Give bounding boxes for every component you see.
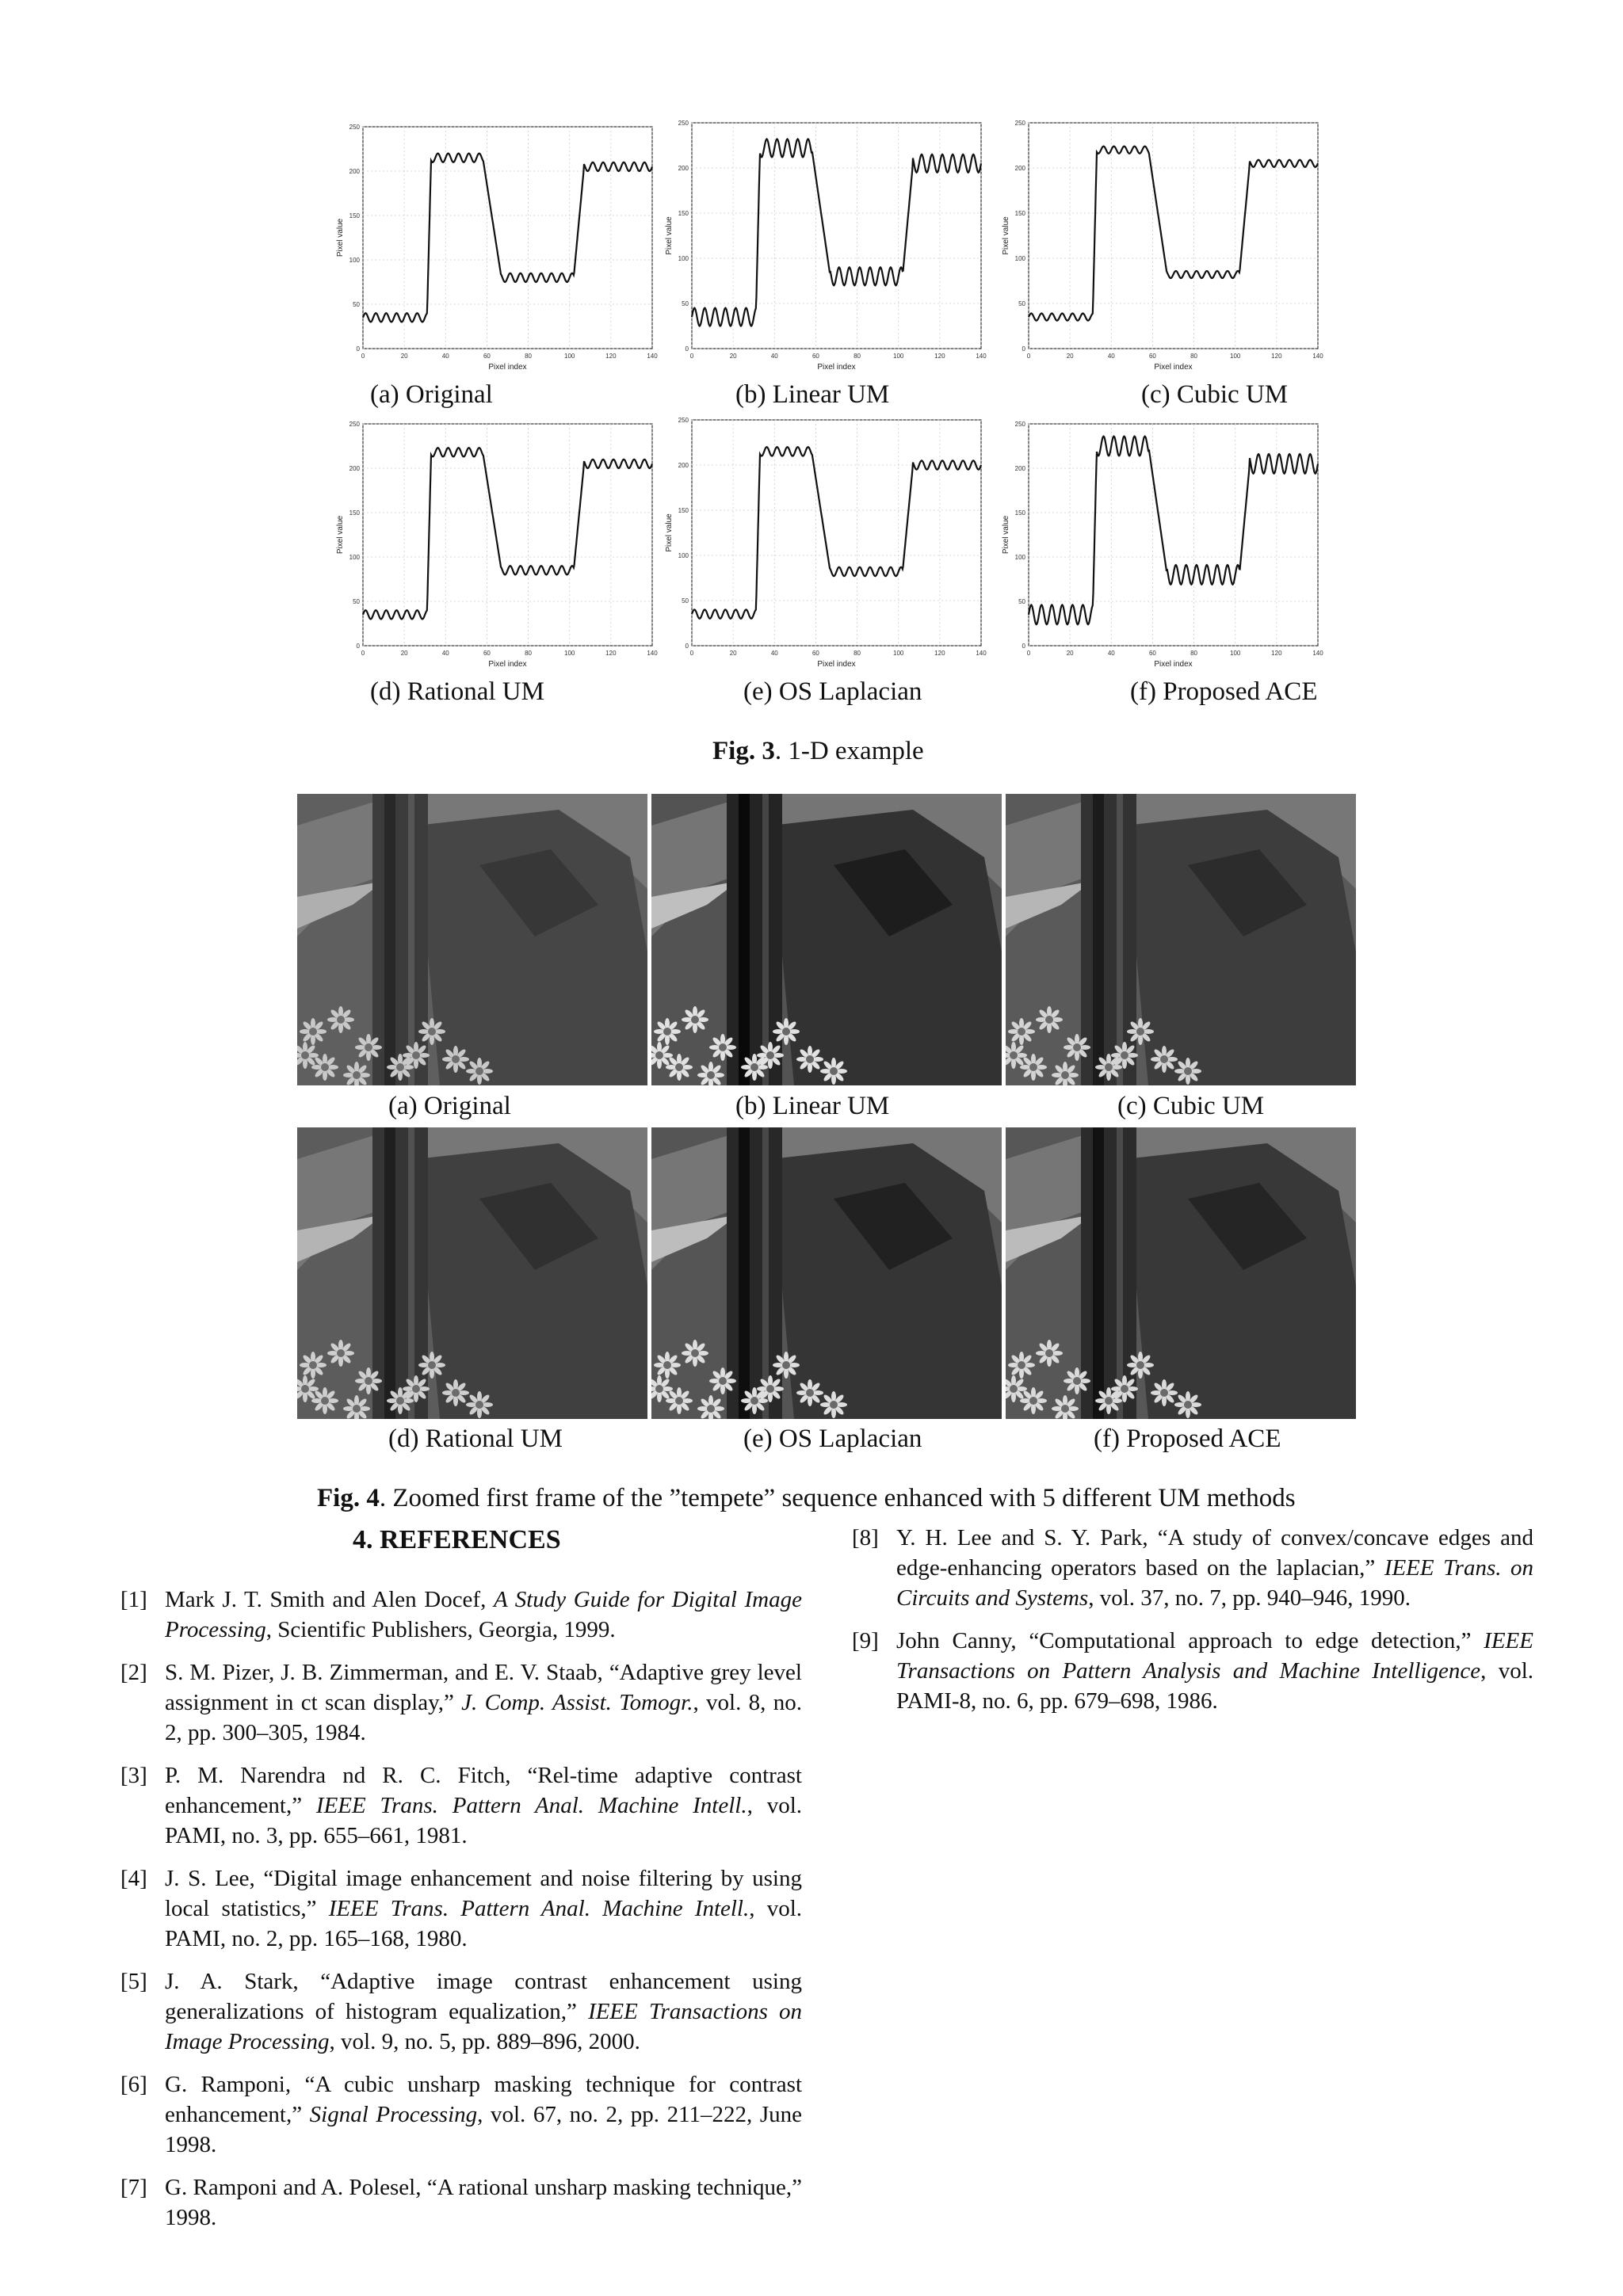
y-tick-label: 250 — [1014, 120, 1025, 127]
flower-center — [396, 1397, 404, 1405]
reference-venue: J. Comp. Assist. Tomogr. — [461, 1690, 693, 1715]
x-tick-label: 60 — [812, 353, 819, 360]
x-tick-label: 80 — [525, 353, 533, 360]
flower-center — [321, 1063, 329, 1071]
x-tick-label: 100 — [893, 650, 904, 657]
flower-center — [353, 1405, 361, 1413]
flower-center — [1160, 1055, 1168, 1063]
x-tick-label: 20 — [400, 650, 408, 657]
flower-center — [1073, 1377, 1081, 1385]
rock — [770, 810, 1002, 1085]
rock — [1125, 810, 1356, 1085]
line-chart — [995, 416, 1327, 677]
flower-center — [1045, 1016, 1053, 1024]
fig3-caption — [712, 737, 924, 766]
x-tick-label: 60 — [1148, 650, 1156, 657]
x-tick-label: 80 — [854, 650, 861, 657]
y-tick-label: 200 — [349, 465, 360, 472]
x-tick-label: 140 — [1312, 650, 1323, 657]
flower-center — [782, 1361, 790, 1369]
plot-area — [692, 420, 981, 646]
tree-trunk — [1081, 794, 1136, 1085]
fig4-label-f: (f) Proposed ACE — [1094, 1425, 1281, 1453]
reference-number: [2] — [120, 1660, 147, 1685]
x-tick-label: 20 — [1066, 650, 1074, 657]
flower-center — [309, 1361, 317, 1369]
reference-venue: IEEE Trans. Pattern Anal. Machine Intell. — [315, 1793, 747, 1818]
y-tick-label: 100 — [678, 255, 689, 262]
reference-number: [1] — [120, 1587, 147, 1612]
reference-details: , vol. PAMI, no. 3, pp. 655–661, 1981. — [165, 1793, 802, 1848]
flower-center — [1136, 1028, 1144, 1035]
flower-center — [1121, 1051, 1128, 1059]
x-tick-label: 20 — [1066, 353, 1074, 360]
fig4-label-d: (d) Rational UM — [388, 1425, 563, 1453]
flower-center — [1184, 1401, 1192, 1409]
x-tick-label: 140 — [976, 353, 987, 360]
references-heading: 4. REFERENCES — [353, 1525, 561, 1554]
tempete-frame-picture — [297, 794, 647, 1085]
reference-number: [6] — [120, 2072, 147, 2097]
flower-center — [337, 1016, 345, 1024]
trunk-highlight — [1117, 1127, 1123, 1419]
flower-center — [1105, 1063, 1113, 1071]
y-tick-label: 0 — [685, 345, 689, 353]
reference-number: [3] — [120, 1763, 147, 1788]
y-tick-label: 150 — [349, 212, 360, 219]
x-tick-label: 120 — [605, 650, 617, 657]
fig4-caption-text: . Zoomed first frame of the ”tempete” sequence enhanced with 5 different UM methods — [379, 1484, 1296, 1512]
trunk-groove — [1093, 794, 1104, 1085]
x-tick-label: 20 — [729, 650, 737, 657]
reference-text: S. M. Pizer, J. B. Zimmerman, and E. V. Staab, “Adaptive grey level assignment in ct scan display,” — [165, 1660, 802, 1715]
rock — [416, 1143, 647, 1419]
fig3-label-d: (d) Rational UM — [370, 677, 544, 706]
trunk-highlight — [408, 794, 414, 1085]
y-axis-label: Pixel value — [665, 216, 674, 255]
reference-details: , vol. 9, no. 5, pp. 889–896, 2000. — [329, 2029, 640, 2054]
y-axis-label: Pixel value — [1002, 216, 1010, 255]
x-tick-label: 40 — [770, 650, 778, 657]
fig3-plot-e — [658, 412, 991, 677]
flower-center — [707, 1071, 715, 1079]
trunk-highlight — [1117, 794, 1123, 1085]
reference-text: J. S. Lee, “Digital image enhancement and noise filtering by using local statistics,” — [165, 1866, 802, 1921]
flower-center — [719, 1043, 727, 1051]
reference-number: [9] — [852, 1628, 879, 1653]
line-chart — [658, 412, 991, 677]
x-tick-label: 40 — [1107, 650, 1115, 657]
reference-item-7 — [120, 2172, 802, 2233]
reference-details: , vol. 37, no. 7, pp. 940–946, 1990. — [1088, 1585, 1411, 1611]
flower-center — [750, 1397, 758, 1405]
flower-center — [750, 1063, 758, 1071]
line-chart — [995, 115, 1327, 380]
y-tick-label: 100 — [349, 257, 360, 264]
tempete-frame-picture — [651, 1127, 1002, 1419]
fig4-label-a: (a) Original — [388, 1092, 511, 1120]
y-axis-label: Pixel value — [336, 218, 345, 257]
y-tick-label: 250 — [678, 120, 689, 127]
x-tick-label: 0 — [1026, 353, 1031, 360]
flower-center — [655, 1385, 663, 1393]
reference-venue: IEEE Transactions on Pattern Analysis and Machine Intelligence — [896, 1628, 1533, 1684]
reference-details: , vol. PAMI-8, no. 6, pp. 679–698, 1986. — [896, 1658, 1533, 1714]
flower-center — [675, 1397, 683, 1405]
x-tick-label: 0 — [361, 353, 365, 360]
reference-text: G. Ramponi and A. Polesel, “A rational unsharp masking technique,” 1998. — [165, 2175, 802, 2230]
x-axis-label: Pixel index — [1154, 660, 1193, 669]
flower-center — [428, 1028, 436, 1035]
x-tick-label: 120 — [1271, 353, 1282, 360]
flower-center — [830, 1067, 838, 1075]
y-tick-label: 200 — [678, 165, 689, 172]
fig4-image-e — [651, 1127, 1002, 1419]
flower-center — [766, 1385, 774, 1393]
flower-center — [452, 1389, 460, 1397]
x-tick-label: 80 — [1190, 353, 1198, 360]
fig3-plot-b — [658, 115, 991, 380]
flower-center — [1136, 1361, 1144, 1369]
flower-center — [830, 1401, 838, 1409]
tree-trunk — [727, 794, 782, 1085]
reference-venue: IEEE Trans. Pattern Anal. Machine Intell. — [328, 1896, 750, 1921]
y-tick-label: 0 — [1022, 643, 1025, 650]
flower-center — [1073, 1043, 1081, 1051]
references-right-column — [852, 1523, 1533, 1729]
tempete-frame-picture — [297, 1127, 647, 1419]
x-tick-label: 140 — [647, 650, 658, 657]
y-tick-label: 0 — [356, 345, 360, 353]
rock — [1125, 1143, 1356, 1419]
y-tick-label: 100 — [1014, 255, 1025, 262]
tree-trunk — [1081, 1127, 1136, 1419]
flower-center — [475, 1401, 483, 1409]
y-tick-label: 100 — [1014, 554, 1025, 561]
rock — [416, 810, 647, 1085]
fig3-plot-f — [995, 416, 1327, 677]
tree-trunk — [372, 794, 428, 1085]
reference-venue: Signal Processing — [309, 2102, 478, 2127]
trunk-groove — [739, 794, 750, 1085]
reference-details: , Scientific Publishers, Georgia, 1999. — [265, 1617, 616, 1642]
reference-item-8 — [852, 1523, 1533, 1613]
flower-center — [806, 1389, 814, 1397]
flower-center — [353, 1071, 361, 1079]
x-tick-label: 100 — [1230, 650, 1241, 657]
y-tick-label: 100 — [678, 552, 689, 559]
y-axis-label: Pixel value — [665, 513, 674, 552]
reference-number: [8] — [852, 1525, 879, 1550]
y-tick-label: 100 — [349, 554, 360, 561]
fig3-caption-label: Fig. 3 — [712, 737, 775, 765]
x-tick-label: 140 — [647, 353, 658, 360]
fig3-label-a: (a) Original — [370, 380, 493, 409]
reference-text: J. A. Stark, “Adaptive image contrast enhancement using generalizations of histogram equalization,” — [165, 1969, 802, 2024]
reference-item-4 — [120, 1863, 802, 1954]
fig4-label-e: (e) OS Laplacian — [743, 1425, 922, 1453]
reference-details: , vol. PAMI, no. 2, pp. 165–168, 1980. — [165, 1896, 802, 1951]
x-tick-label: 100 — [1230, 353, 1241, 360]
flower-center — [1018, 1028, 1025, 1035]
trunk-highlight — [762, 1127, 769, 1419]
plot-area — [363, 127, 652, 349]
x-tick-label: 20 — [729, 353, 737, 360]
y-tick-label: 200 — [678, 462, 689, 469]
y-tick-label: 50 — [1018, 598, 1025, 605]
x-tick-label: 100 — [564, 353, 575, 360]
fig4-caption-label: Fig. 4 — [317, 1484, 380, 1512]
flower-center — [782, 1028, 790, 1035]
fig4-caption — [317, 1484, 1296, 1513]
fig4-image-b — [651, 794, 1002, 1085]
y-tick-label: 50 — [353, 598, 360, 605]
flower-center — [1045, 1349, 1053, 1357]
x-tick-label: 0 — [689, 650, 694, 657]
plot-area — [363, 424, 652, 646]
reference-venue: IEEE Trans. on Circuits and Systems — [896, 1555, 1533, 1611]
y-tick-label: 150 — [349, 509, 360, 517]
y-tick-label: 250 — [678, 417, 689, 424]
y-tick-label: 150 — [678, 507, 689, 514]
x-tick-label: 60 — [483, 353, 491, 360]
x-tick-label: 40 — [441, 650, 449, 657]
fig3-plot-c — [995, 115, 1327, 380]
flower-center — [1018, 1361, 1025, 1369]
reference-text: Y. H. Lee and S. Y. Park, “A study of convex/concave edges and edge-enhancing operators based on the laplacian,” — [896, 1525, 1533, 1581]
line-chart — [329, 416, 662, 677]
x-tick-label: 0 — [361, 650, 365, 657]
trunk-highlight — [762, 794, 769, 1085]
flower-center — [806, 1055, 814, 1063]
flower-center — [1121, 1385, 1128, 1393]
flower-center — [1010, 1385, 1018, 1393]
y-tick-label: 150 — [1014, 210, 1025, 217]
flower-center — [675, 1063, 683, 1071]
x-tick-label: 120 — [934, 353, 945, 360]
y-tick-label: 0 — [1022, 345, 1025, 353]
y-tick-label: 200 — [349, 168, 360, 175]
tempete-frame-picture — [651, 794, 1002, 1085]
trunk-groove — [384, 1127, 395, 1419]
fig3-caption-text: . 1-D example — [774, 737, 924, 765]
x-tick-label: 120 — [934, 650, 945, 657]
plot-area — [692, 123, 981, 349]
flower-center — [321, 1397, 329, 1405]
flower-center — [1029, 1063, 1037, 1071]
flower-center — [475, 1067, 483, 1075]
y-tick-label: 200 — [1014, 165, 1025, 172]
x-tick-label: 0 — [1026, 650, 1031, 657]
fig4-image-c — [1006, 794, 1356, 1085]
reference-venue: A Study Guide for Digital Image Processing — [165, 1587, 802, 1642]
reference-text: G. Ramponi, “A cubic unsharp masking technique for contrast enhancement,” — [165, 2072, 802, 2127]
y-tick-label: 0 — [356, 643, 360, 650]
flower-center — [1010, 1051, 1018, 1059]
trunk-groove — [739, 1127, 750, 1419]
y-axis-label: Pixel value — [1002, 515, 1010, 555]
flower-center — [1184, 1067, 1192, 1075]
fig4-label-b: (b) Linear UM — [735, 1092, 890, 1120]
reference-text: Mark J. T. Smith and Alen Docef, — [165, 1587, 494, 1612]
reference-number: [5] — [120, 1969, 147, 1994]
x-tick-label: 60 — [1148, 353, 1156, 360]
y-tick-label: 0 — [685, 643, 689, 650]
y-axis-label: Pixel value — [336, 515, 345, 555]
reference-item-5 — [120, 1966, 802, 2057]
fig3-label-c: (c) Cubic UM — [1141, 380, 1289, 409]
flower-center — [412, 1051, 420, 1059]
y-tick-label: 50 — [682, 300, 689, 307]
flower-center — [301, 1385, 309, 1393]
x-tick-label: 100 — [564, 650, 575, 657]
fig4-label-c: (c) Cubic UM — [1117, 1092, 1265, 1120]
flower-center — [337, 1349, 345, 1357]
tree-trunk — [727, 1127, 782, 1419]
x-tick-label: 80 — [1190, 650, 1198, 657]
plot-area — [1029, 424, 1318, 646]
fig3-label-b: (b) Linear UM — [735, 380, 890, 409]
x-axis-label: Pixel index — [817, 363, 856, 372]
flower-center — [309, 1028, 317, 1035]
fig3-plot-d — [329, 416, 662, 677]
x-tick-label: 80 — [854, 353, 861, 360]
x-tick-label: 80 — [525, 650, 533, 657]
reference-venue: IEEE Transactions on Image Processing — [165, 1999, 803, 2054]
y-tick-label: 250 — [349, 421, 360, 428]
reference-item-1 — [120, 1585, 802, 1645]
flower-center — [663, 1028, 671, 1035]
x-tick-label: 120 — [605, 353, 617, 360]
tree-trunk — [372, 1127, 428, 1419]
trunk-groove — [1093, 1127, 1104, 1419]
line-chart — [329, 119, 662, 380]
x-tick-label: 100 — [893, 353, 904, 360]
fig3-plot-a — [329, 119, 662, 380]
fig4-image-a — [297, 794, 647, 1085]
x-tick-label: 40 — [441, 353, 449, 360]
references-left-column — [120, 1585, 802, 2245]
line-chart — [658, 115, 991, 380]
reference-item-2 — [120, 1657, 802, 1748]
y-tick-label: 250 — [1014, 421, 1025, 428]
rock — [770, 1143, 1002, 1419]
flower-center — [1061, 1071, 1069, 1079]
flower-center — [691, 1016, 699, 1024]
x-tick-label: 40 — [770, 353, 778, 360]
y-tick-label: 50 — [1018, 300, 1025, 307]
tempete-frame-picture — [1006, 1127, 1356, 1419]
x-axis-label: Pixel index — [488, 363, 527, 372]
reference-item-6 — [120, 2069, 802, 2160]
fig4-image-d — [297, 1127, 647, 1419]
tempete-frame-picture — [1006, 794, 1356, 1085]
x-tick-label: 140 — [1312, 353, 1323, 360]
reference-details: , vol. 67, no. 2, pp. 211–222, June 1998. — [165, 2102, 803, 2157]
flower-center — [412, 1385, 420, 1393]
x-axis-label: Pixel index — [1154, 363, 1193, 372]
y-tick-label: 200 — [1014, 465, 1025, 472]
x-axis-label: Pixel index — [488, 660, 527, 669]
flower-center — [1029, 1397, 1037, 1405]
y-tick-label: 150 — [1014, 509, 1025, 517]
trunk-groove — [384, 794, 395, 1085]
flower-center — [452, 1055, 460, 1063]
y-tick-label: 50 — [682, 597, 689, 605]
reference-details: , vol. 8, no. 2, pp. 300–305, 1984. — [165, 1690, 802, 1745]
flower-center — [1061, 1405, 1069, 1413]
reference-text: John Canny, “Computational approach to edge detection,” — [896, 1628, 1484, 1653]
x-tick-label: 20 — [400, 353, 408, 360]
flower-center — [655, 1051, 663, 1059]
flower-center — [301, 1051, 309, 1059]
x-tick-label: 60 — [483, 650, 491, 657]
fig4-image-f — [1006, 1127, 1356, 1419]
flower-center — [719, 1377, 727, 1385]
flower-center — [365, 1377, 372, 1385]
flower-center — [663, 1361, 671, 1369]
reference-item-3 — [120, 1760, 802, 1851]
y-tick-label: 250 — [349, 124, 360, 131]
flower-center — [1105, 1397, 1113, 1405]
flower-center — [766, 1051, 774, 1059]
x-tick-label: 40 — [1107, 353, 1115, 360]
y-tick-label: 50 — [353, 301, 360, 308]
flower-center — [691, 1349, 699, 1357]
reference-number: [4] — [120, 1866, 147, 1891]
x-tick-label: 60 — [812, 650, 819, 657]
flower-center — [1160, 1389, 1168, 1397]
flower-center — [428, 1361, 436, 1369]
trunk-highlight — [408, 1127, 414, 1419]
flower-center — [396, 1063, 404, 1071]
x-tick-label: 0 — [689, 353, 694, 360]
flower-center — [365, 1043, 372, 1051]
fig3-label-e: (e) OS Laplacian — [743, 677, 922, 706]
x-tick-label: 120 — [1271, 650, 1282, 657]
reference-text: P. M. Narendra nd R. C. Fitch, “Rel-time adaptive contrast enhancement,” — [165, 1763, 802, 1818]
reference-item-9 — [852, 1626, 1533, 1716]
y-tick-label: 150 — [678, 210, 689, 217]
reference-number: [7] — [120, 2175, 147, 2200]
x-tick-label: 140 — [976, 650, 987, 657]
flower-center — [707, 1405, 715, 1413]
x-axis-label: Pixel index — [817, 660, 856, 669]
fig3-label-f: (f) Proposed ACE — [1130, 677, 1318, 706]
